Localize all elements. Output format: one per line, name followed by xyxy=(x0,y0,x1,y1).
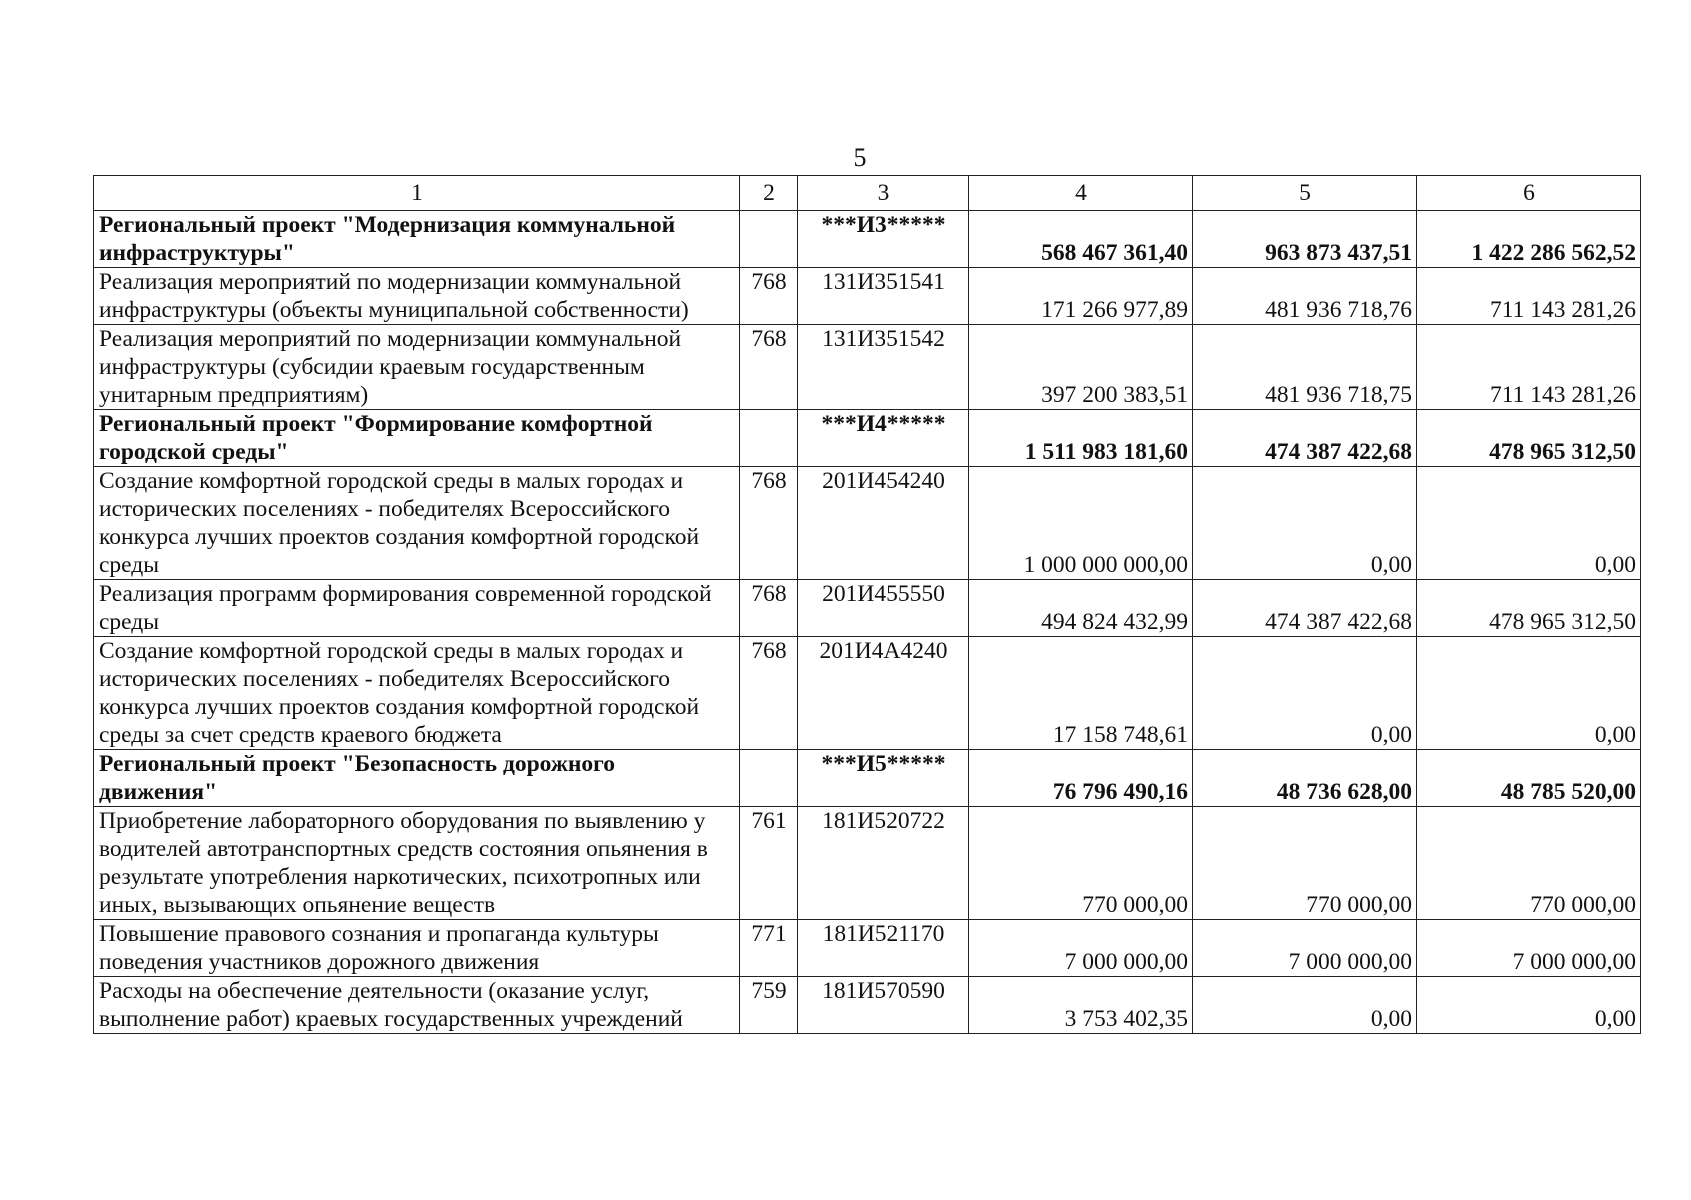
row-name: Повышение правового сознания и пропаганда культуры поведения участников дорожного движения xyxy=(94,920,740,977)
table-row xyxy=(94,268,1641,325)
row-target-code: ***И4***** xyxy=(798,410,969,467)
row-admin-code xyxy=(740,750,798,807)
row-amount-col6: 7 000 000,00 xyxy=(1417,920,1641,977)
table-row xyxy=(94,750,1641,807)
column-header-5: 5 xyxy=(1193,176,1417,211)
row-target-code: 181И520722 xyxy=(798,807,969,920)
page-number: 5 xyxy=(853,143,867,172)
row-amount-col4: 770 000,00 xyxy=(969,807,1193,920)
table-row xyxy=(94,637,1641,750)
row-amount-col6: 0,00 xyxy=(1417,637,1641,750)
row-amount-col5: 770 000,00 xyxy=(1193,807,1417,920)
row-amount-col4: 1 000 000 000,00 xyxy=(969,467,1193,580)
row-admin-code xyxy=(740,211,798,268)
row-admin-code: 768 xyxy=(740,467,798,580)
table-row xyxy=(94,920,1641,977)
row-amount-col5: 481 936 718,76 xyxy=(1193,268,1417,325)
row-admin-code: 761 xyxy=(740,807,798,920)
row-target-code: 131И351542 xyxy=(798,325,969,410)
row-admin-code: 768 xyxy=(740,325,798,410)
row-amount-col5: 0,00 xyxy=(1193,467,1417,580)
budget-table xyxy=(93,175,1641,1034)
row-amount-col5: 481 936 718,75 xyxy=(1193,325,1417,410)
row-amount-col5: 963 873 437,51 xyxy=(1193,211,1417,268)
table-row xyxy=(94,467,1641,580)
row-name: Реализация мероприятий по модернизации коммунальной инфраструктуры (субсидии краевым государственным унитарным предприятиям) xyxy=(94,325,740,410)
row-amount-col4: 171 266 977,89 xyxy=(969,268,1193,325)
row-admin-code: 768 xyxy=(740,637,798,750)
row-amount-col6: 1 422 286 562,52 xyxy=(1417,211,1641,268)
row-target-code: 201И455550 xyxy=(798,580,969,637)
column-header-2: 2 xyxy=(740,176,798,211)
row-amount-col6: 0,00 xyxy=(1417,467,1641,580)
row-admin-code xyxy=(740,410,798,467)
row-amount-col6: 48 785 520,00 xyxy=(1417,750,1641,807)
row-amount-col6: 711 143 281,26 xyxy=(1417,325,1641,410)
column-header-1: 1 xyxy=(94,176,740,211)
row-target-code: 181И570590 xyxy=(798,977,969,1034)
column-header-6: 6 xyxy=(1417,176,1641,211)
table-row xyxy=(94,580,1641,637)
row-amount-col5: 0,00 xyxy=(1193,637,1417,750)
row-name: Создание комфортной городской среды в малых городах и исторических поселениях - победителях Всероссийского конкурса лучших проектов создания комфортной городской среды за счет средств краевого бюджета xyxy=(94,637,740,750)
row-amount-col6: 770 000,00 xyxy=(1417,807,1641,920)
row-amount-col4: 494 824 432,99 xyxy=(969,580,1193,637)
row-amount-col6: 478 965 312,50 xyxy=(1417,410,1641,467)
header-row xyxy=(94,176,1641,211)
row-amount-col5: 48 736 628,00 xyxy=(1193,750,1417,807)
table-row xyxy=(94,977,1641,1034)
table-row xyxy=(94,807,1641,920)
row-amount-col4: 3 753 402,35 xyxy=(969,977,1193,1034)
table-row xyxy=(94,211,1641,268)
column-header-3: 3 xyxy=(798,176,969,211)
row-name: Приобретение лабораторного оборудования по выявлению у водителей автотранспортных средств состояния опьянения в результате употребления наркотических, психотропных или иных, вызывающих опьянение веществ xyxy=(94,807,740,920)
row-target-code: 201И4А4240 xyxy=(798,637,969,750)
row-amount-col6: 478 965 312,50 xyxy=(1417,580,1641,637)
row-name: Региональный проект "Формирование комфортной городской среды" xyxy=(94,410,740,467)
row-target-code: ***И3***** xyxy=(798,211,969,268)
row-name: Региональный проект "Безопасность дорожного движения" xyxy=(94,750,740,807)
row-admin-code: 768 xyxy=(740,268,798,325)
row-amount-col4: 17 158 748,61 xyxy=(969,637,1193,750)
row-amount-col4: 568 467 361,40 xyxy=(969,211,1193,268)
row-amount-col6: 711 143 281,26 xyxy=(1417,268,1641,325)
row-amount-col6: 0,00 xyxy=(1417,977,1641,1034)
row-amount-col4: 397 200 383,51 xyxy=(969,325,1193,410)
row-name: Расходы на обеспечение деятельности (оказание услуг, выполнение работ) краевых государственных учреждений xyxy=(94,977,740,1034)
row-amount-col4: 7 000 000,00 xyxy=(969,920,1193,977)
row-amount-col5: 474 387 422,68 xyxy=(1193,580,1417,637)
row-target-code: 181И521170 xyxy=(798,920,969,977)
row-amount-col5: 0,00 xyxy=(1193,977,1417,1034)
column-header-4: 4 xyxy=(969,176,1193,211)
row-admin-code: 759 xyxy=(740,977,798,1034)
row-target-code: 201И454240 xyxy=(798,467,969,580)
row-name: Создание комфортной городской среды в малых городах и исторических поселениях - победителях Всероссийского конкурса лучших проектов создания комфортной городской среды xyxy=(94,467,740,580)
row-name: Региональный проект "Модернизация коммунальной инфраструктуры" xyxy=(94,211,740,268)
row-amount-col5: 7 000 000,00 xyxy=(1193,920,1417,977)
row-name: Реализация мероприятий по модернизации коммунальной инфраструктуры (объекты муниципальной собственности) xyxy=(94,268,740,325)
row-target-code: 131И351541 xyxy=(798,268,969,325)
row-amount-col4: 1 511 983 181,60 xyxy=(969,410,1193,467)
row-name: Реализация программ формирования современной городской среды xyxy=(94,580,740,637)
row-amount-col5: 474 387 422,68 xyxy=(1193,410,1417,467)
table-row xyxy=(94,410,1641,467)
row-admin-code: 771 xyxy=(740,920,798,977)
table-row xyxy=(94,325,1641,410)
row-admin-code: 768 xyxy=(740,580,798,637)
row-amount-col4: 76 796 490,16 xyxy=(969,750,1193,807)
row-target-code: ***И5***** xyxy=(798,750,969,807)
